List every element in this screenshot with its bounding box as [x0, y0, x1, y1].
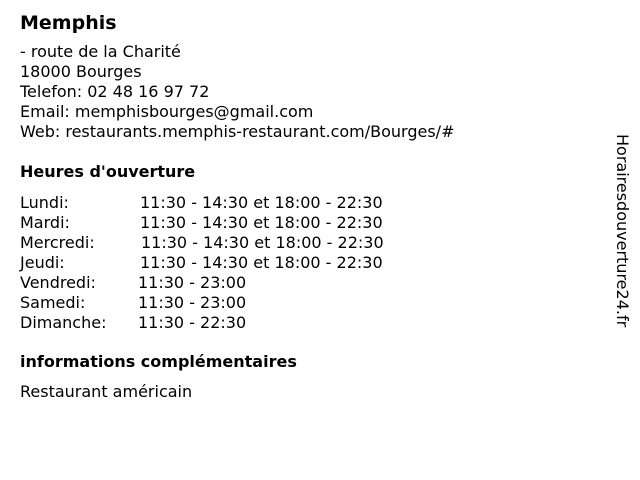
street-address: - route de la Charité [20, 42, 181, 61]
opening-hours-table [20, 193, 600, 333]
day-label: Vendredi: [20, 273, 96, 292]
postal-city: 18000 Bourges [20, 62, 142, 81]
hours-row-wednesday [20, 233, 600, 253]
time-value: 11:30 - 23:00 [138, 293, 247, 312]
opening-hours-heading: Heures d'ouverture [20, 162, 196, 181]
day-label: Samedi: [20, 293, 86, 312]
web-line: Web: restaurants.memphis-restaurant.com/Bourges/# [20, 122, 455, 141]
site-watermark: Horairesdouverture24.fr [613, 134, 632, 328]
hours-row-saturday [20, 293, 600, 313]
time-value: 11:30 - 14:30 et 18:00 - 22:30 [140, 213, 383, 232]
additional-info-heading: informations complémentaires [20, 352, 297, 371]
time-value: 11:30 - 22:30 [138, 313, 247, 332]
day-label: Mercredi: [20, 233, 95, 252]
hours-row-friday [20, 273, 600, 293]
time-value: 11:30 - 14:30 et 18:00 - 22:30 [140, 193, 383, 212]
time-value: 11:30 - 14:30 et 18:00 - 22:30 [141, 233, 384, 252]
day-label: Lundi: [20, 193, 69, 212]
address-block [20, 42, 600, 142]
business-name: Memphis [20, 12, 117, 34]
time-value: 11:30 - 23:00 [138, 273, 247, 292]
hours-row-monday [20, 193, 600, 213]
day-label: Jeudi: [20, 253, 65, 272]
day-label: Dimanche: [20, 313, 107, 332]
hours-row-sunday [20, 313, 600, 333]
day-label: Mardi: [20, 213, 70, 232]
time-value: 11:30 - 14:30 et 18:00 - 22:30 [140, 253, 383, 272]
hours-row-thursday [20, 253, 600, 273]
phone-line: Telefon: 02 48 16 97 72 [20, 82, 210, 101]
email-line: Email: memphisbourges@gmail.com [20, 102, 314, 121]
hours-row-tuesday [20, 213, 600, 233]
cuisine-type: Restaurant américain [20, 382, 193, 401]
business-card [20, 10, 600, 402]
